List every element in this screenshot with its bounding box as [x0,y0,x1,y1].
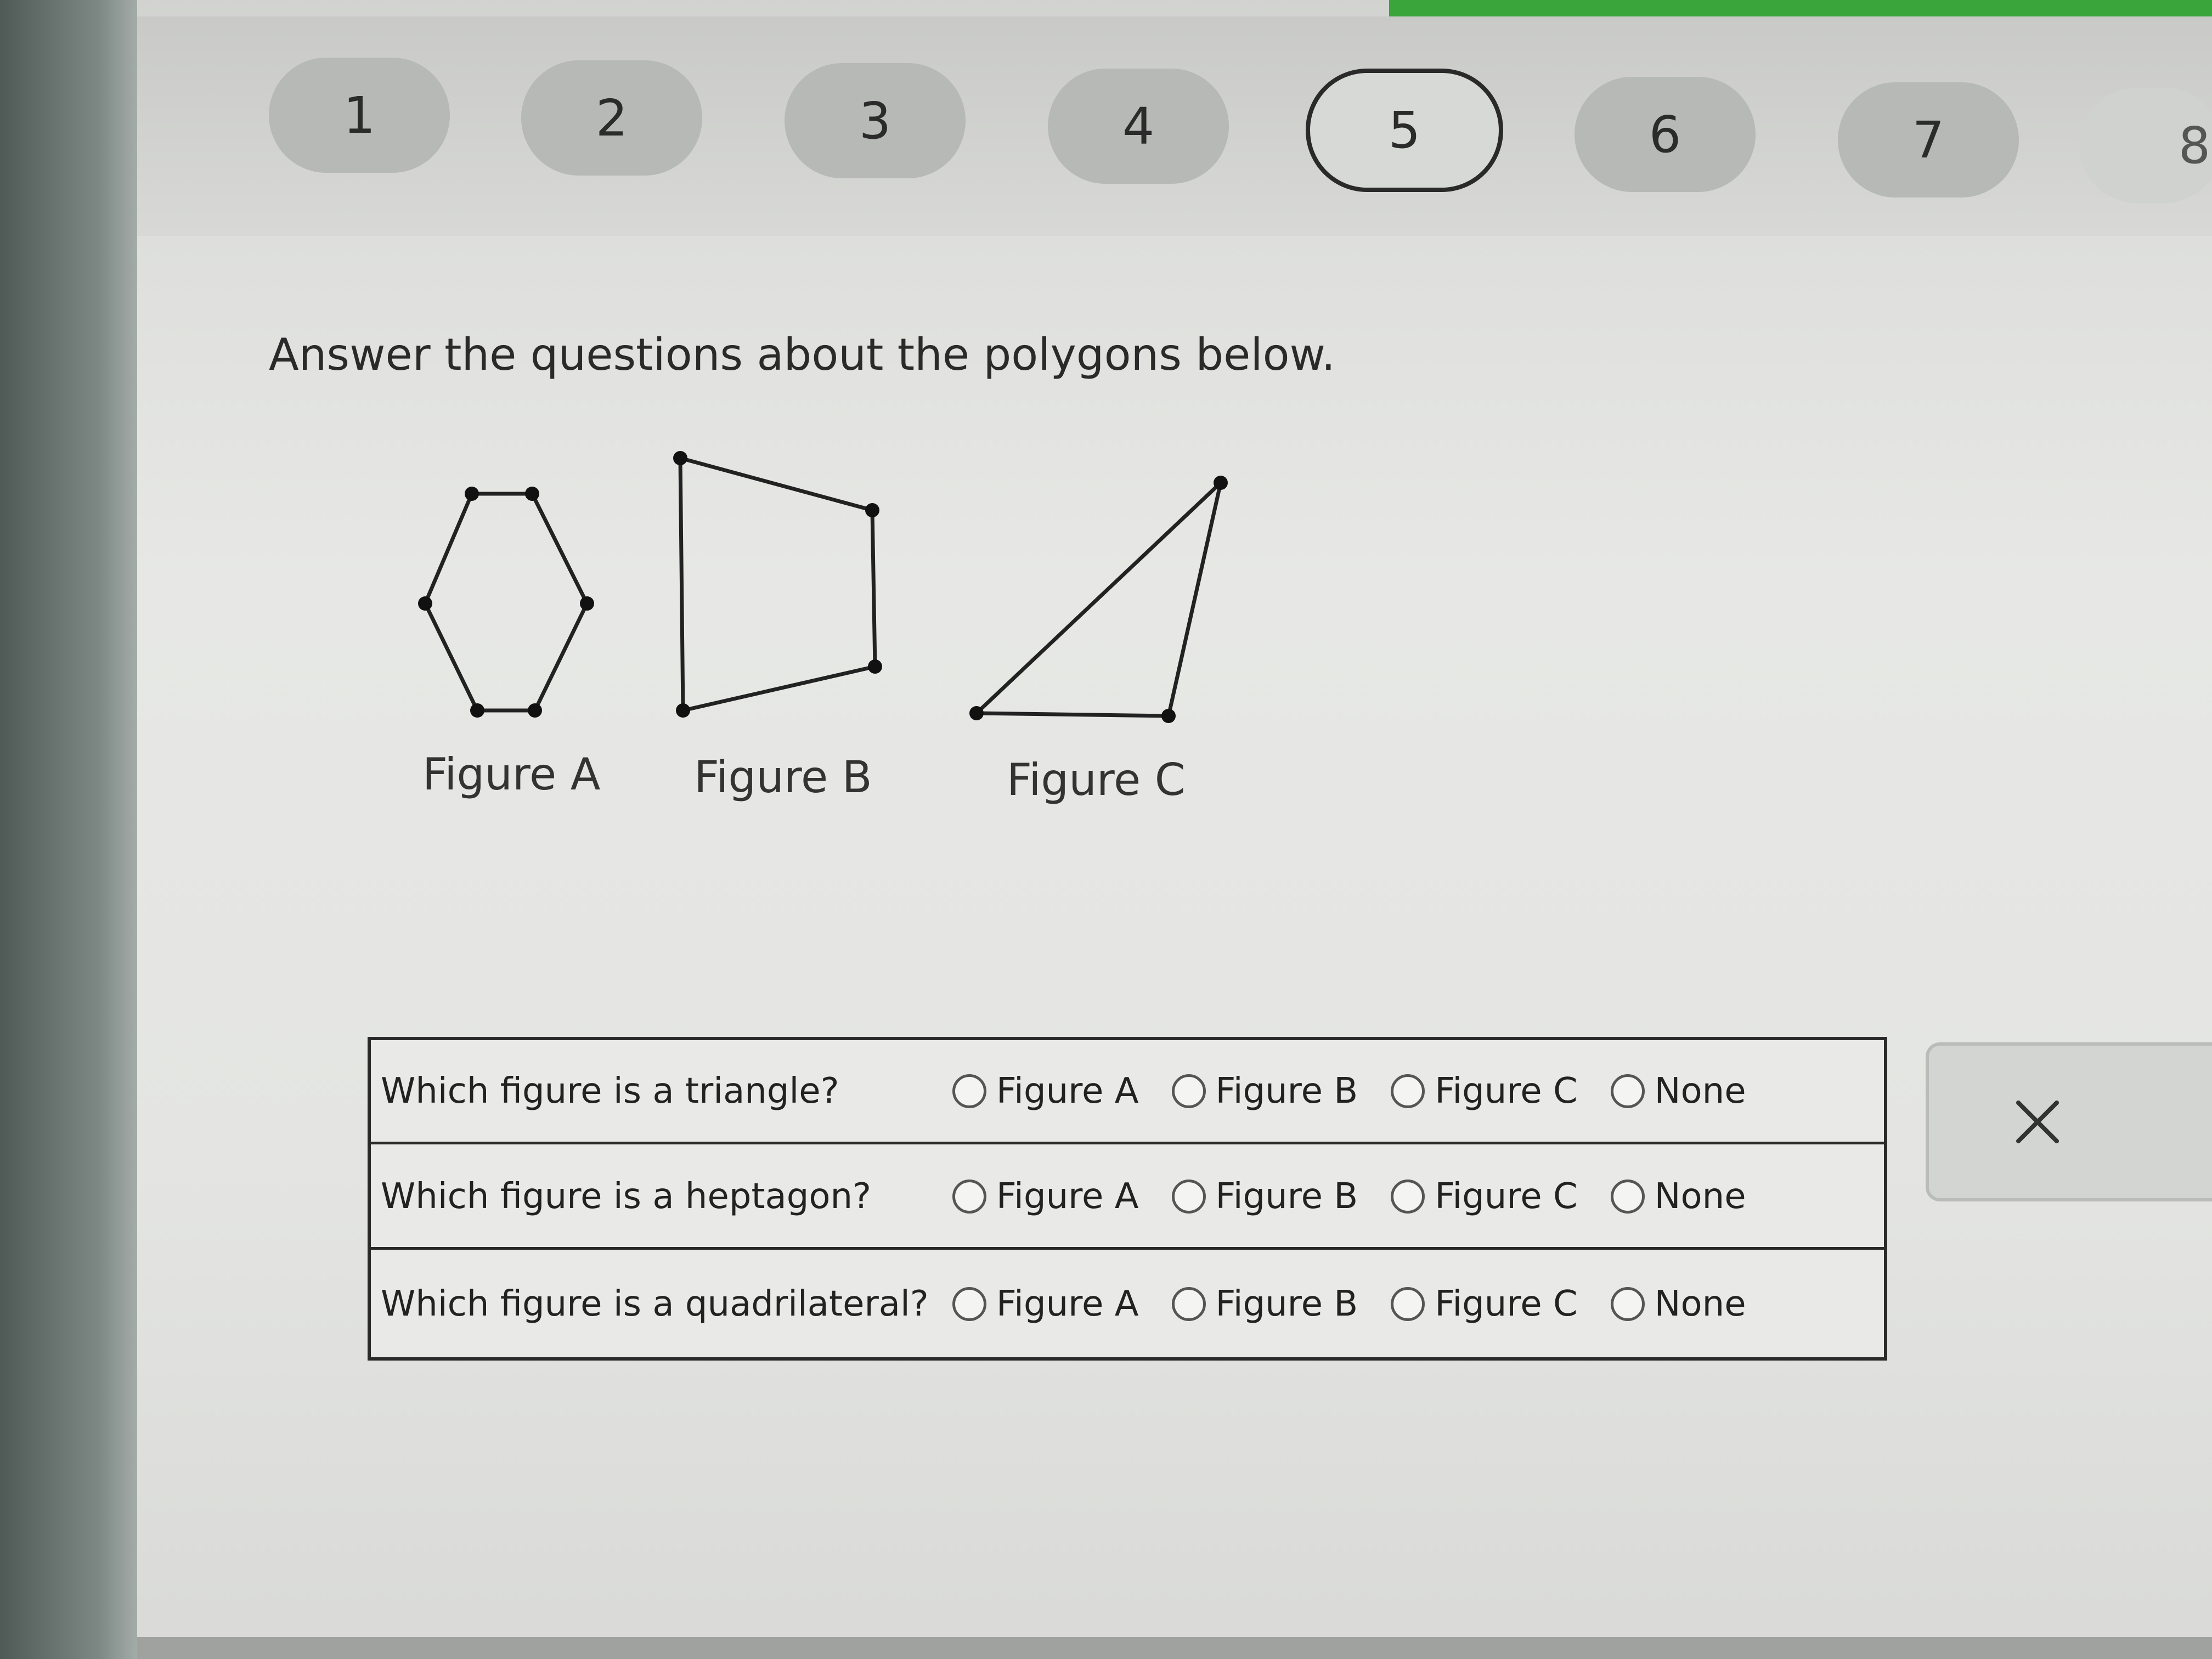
option-heptagon-none[interactable] [1611,1176,1746,1217]
question-nav-1-label: 1 [343,86,376,145]
option-label: Figure B [1215,1176,1358,1217]
radio-icon[interactable] [1391,1074,1425,1108]
option-heptagon-figure-c[interactable] [1391,1176,1577,1217]
option-heptagon-figure-a[interactable] [952,1176,1139,1217]
option-label: Figure C [1435,1284,1578,1324]
question-nav-6-label: 6 [1649,105,1681,164]
option-label: Figure B [1215,1284,1358,1324]
option-label: Figure A [996,1284,1139,1324]
close-icon [2013,1097,2062,1147]
option-quadrilateral-figure-c[interactable] [1391,1284,1577,1324]
radio-icon[interactable] [1391,1180,1425,1214]
option-label: Figure C [1435,1070,1578,1111]
radio-icon[interactable] [952,1180,986,1214]
question-nav-5-label: 5 [1388,101,1421,160]
question-text-triangle: Which figure is a triangle? [381,1070,839,1111]
radio-icon[interactable] [1391,1287,1425,1321]
question-nav-2-label: 2 [595,88,628,148]
option-label: Figure C [1435,1176,1578,1217]
table-row-triangle [371,1040,1884,1144]
figure-c-label: Figure C [1007,754,1186,805]
option-quadrilateral-none[interactable] [1611,1284,1746,1324]
radio-icon[interactable] [1172,1074,1206,1108]
option-label: Figure B [1215,1070,1358,1111]
option-label: None [1654,1176,1746,1217]
option-triangle-none[interactable] [1611,1071,1746,1111]
option-label: Figure A [996,1070,1139,1111]
option-quadrilateral-figure-b[interactable] [1172,1284,1358,1324]
monitor-bezel [0,0,143,1659]
option-label: None [1654,1070,1746,1111]
radio-icon[interactable] [1611,1074,1645,1108]
question-nav-4-label: 4 [1122,97,1155,156]
figure-a-label: Figure A [422,749,601,800]
option-triangle-figure-b[interactable] [1172,1071,1358,1111]
question-text-heptagon: Which figure is a heptagon? [381,1176,872,1217]
table-row-heptagon [371,1146,1884,1250]
clear-answer-button[interactable] [1926,1042,2212,1201]
radio-icon[interactable] [1611,1287,1645,1321]
answer-table [368,1037,1887,1361]
option-heptagon-figure-b[interactable] [1172,1176,1358,1217]
figure-b-quadrilateral [673,451,882,718]
option-quadrilateral-figure-a[interactable] [952,1284,1139,1324]
screen-bottom-edge [137,1637,2212,1659]
figure-a-hexagon [418,487,594,718]
table-row-quadrilateral [371,1252,1884,1356]
figure-c-triangle [969,476,1228,723]
question-nav-3-label: 3 [859,91,891,150]
radio-icon[interactable] [1172,1180,1206,1214]
question-prompt: Answer the questions about the polygons below. [269,329,1336,380]
radio-icon[interactable] [1172,1287,1206,1321]
radio-icon[interactable] [952,1287,986,1321]
option-label: Figure A [996,1176,1139,1217]
option-triangle-figure-c[interactable] [1391,1071,1577,1111]
question-nav-8-label: 8 [2178,116,2211,175]
radio-icon[interactable] [1611,1180,1645,1214]
question-text-quadrilateral: Which figure is a quadrilateral? [381,1284,929,1324]
figure-b-label: Figure B [694,752,872,803]
app-screen [137,0,2212,1659]
radio-icon[interactable] [952,1074,986,1108]
option-triangle-figure-a[interactable] [952,1071,1139,1111]
question-nav-7-label: 7 [1912,110,1945,170]
option-label: None [1654,1284,1746,1324]
